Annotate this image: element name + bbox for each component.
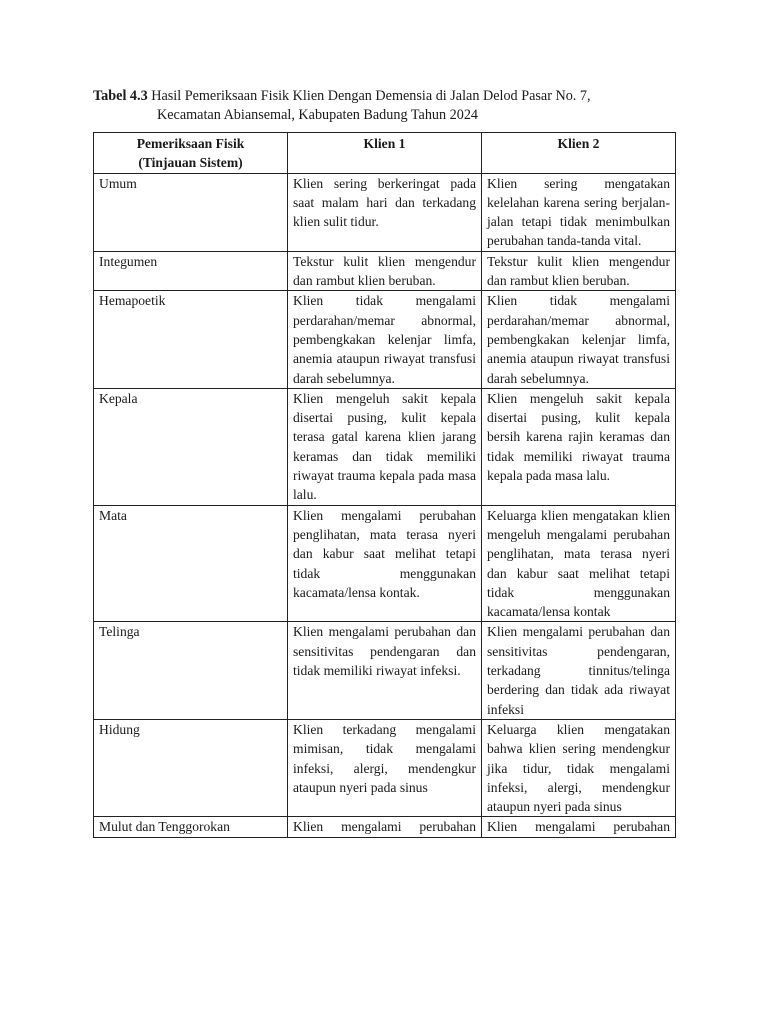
cell-system: Hidung <box>94 719 288 816</box>
cell-client1: Klien tidak mengalami perdarahan/memar abnormal, pembengkakan kelenjar limfa, anemia ataupun riwayat transfusi darah sebelumnya. <box>288 291 482 388</box>
cell-client2: Tekstur kulit klien mengendur dan rambut klien beruban. <box>482 251 676 291</box>
header-client2: Klien 2 <box>482 133 676 174</box>
cell-client2: Klien sering mengatakan kelelahan karena sering berjalan-jalan tetapi tidak menimbulkan perubahan tanda-tanda vital. <box>482 173 676 251</box>
header-client1: Klien 1 <box>288 133 482 174</box>
header-system-line1: Pemeriksaan Fisik <box>136 136 245 151</box>
table-row-hemapoetik <box>94 291 676 388</box>
cell-client1: Klien mengalami perubahan <box>288 817 482 837</box>
cell-system: Hemapoetik <box>94 291 288 388</box>
cell-client2: Klien mengalami perubahan dan sensitivitas pendengaran, terkadang tinnitus/telinga berdering dan tidak ada riwayat infeksi <box>482 622 676 719</box>
table-caption-label: Tabel 4.3 <box>93 88 148 104</box>
table-row-mulut-tenggorokan <box>94 817 676 837</box>
table-header-row <box>94 133 676 174</box>
cell-client2: Klien mengalami perubahan <box>482 817 676 837</box>
table-row-hidung <box>94 719 676 816</box>
cell-system: Umum <box>94 173 288 251</box>
cell-system: Integumen <box>94 251 288 291</box>
table-row-integumen <box>94 251 676 291</box>
table-caption <box>93 87 676 125</box>
cell-client2: Klien mengeluh sakit kepala disertai pusing, kulit kepala bersih karena rajin keramas dan tidak memiliki riwayat trauma kepala pada masa lalu. <box>482 388 676 505</box>
header-system <box>94 133 288 174</box>
cell-client2: Keluarga klien mengatakan bahwa klien sering mendengkur jika tidur, tidak mengalami infeksi, alergi, mendengkur ataupun nyeri pada sinus <box>482 719 676 816</box>
table-row-telinga <box>94 622 676 719</box>
cell-system: Telinga <box>94 622 288 719</box>
cell-client1: Klien sering berkeringat pada saat malam hari dan terkadang klien sulit tidur. <box>288 173 482 251</box>
cell-client1: Klien mengeluh sakit kepala disertai pusing, kulit kepala terasa gatal karena klien jarang keramas dan tidak memiliki riwayat trauma kepala pada masa lalu. <box>288 388 482 505</box>
physical-exam-table <box>93 132 676 838</box>
cell-client1: Tekstur kulit klien mengendur dan rambut klien beruban. <box>288 251 482 291</box>
cell-system: Mulut dan Tenggorokan <box>94 817 288 837</box>
cell-client1: Klien mengalami perubahan dan sensitivitas pendengaran dan tidak memiliki riwayat infeksi. <box>288 622 482 719</box>
cell-system: Mata <box>94 505 288 622</box>
table-row-kepala <box>94 388 676 505</box>
table-row-mata <box>94 505 676 622</box>
cell-client2: Klien tidak mengalami perdarahan/memar abnormal, pembengkakan kelenjar limfa, anemia ataupun riwayat transfusi darah sebelumnya. <box>482 291 676 388</box>
cell-client2: Keluarga klien mengatakan klien mengeluh mengalami perubahan penglihatan, mata terasa nyeri dan kabur saat melihat tetapi tidak menggunakan kacamata/lensa kontak <box>482 505 676 622</box>
header-system-line2: (Tinjauan Sistem) <box>138 155 243 171</box>
table-caption-line2: Kecamatan Abiansemal, Kabupaten Badung Tahun 2024 <box>157 107 479 123</box>
table-row-umum <box>94 173 676 251</box>
table-caption-line1: Hasil Pemeriksaan Fisik Klien Dengan Demensia di Jalan Delod Pasar No. 7, <box>151 88 591 104</box>
cell-client1: Klien mengalami perubahan penglihatan, mata terasa nyeri dan kabur saat melihat tetapi tidak menggunakan kacamata/lensa kontak. <box>288 505 482 622</box>
cell-system: Kepala <box>94 388 288 505</box>
cell-client1: Klien terkadang mengalami mimisan, tidak mengalami infeksi, alergi, mendengkur ataupun nyeri pada sinus <box>288 719 482 816</box>
